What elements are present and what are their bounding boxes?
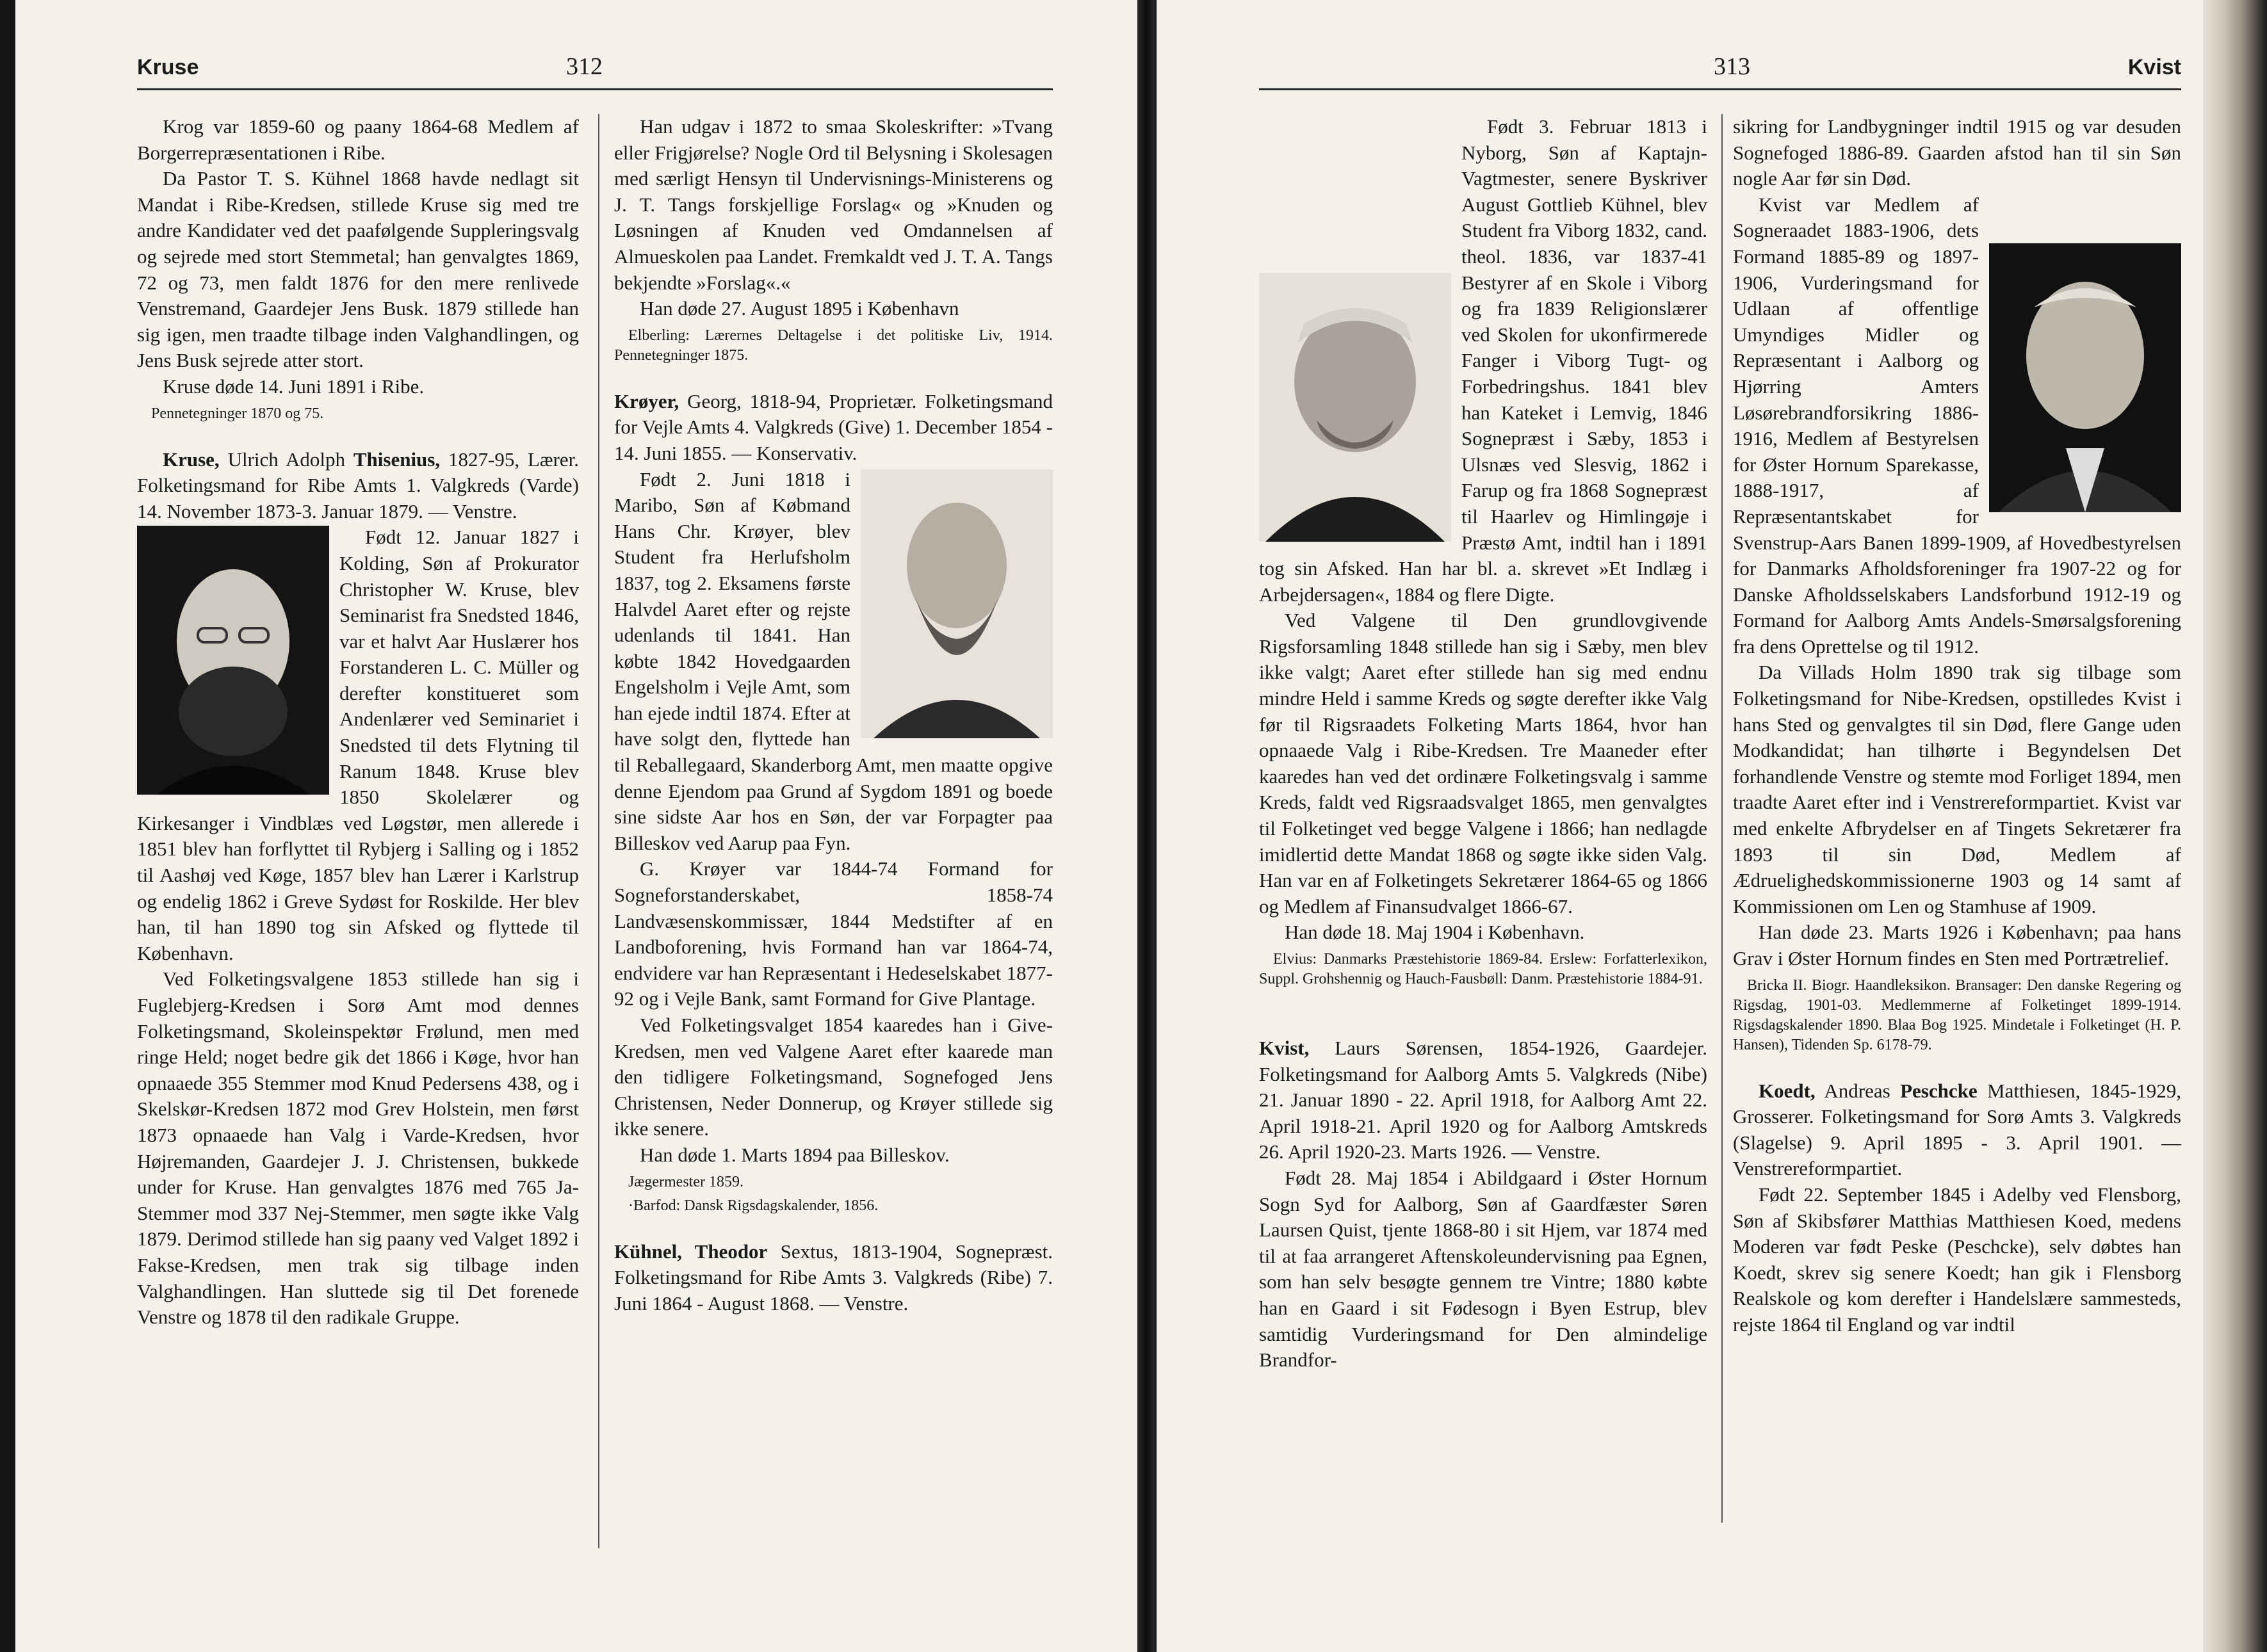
source-note: Bricka II. Biogr. Haandleksikon. Bransager: Den danske Regering og Rigsdag, 1901-03. Medlemmerne af Folketinget 1899-1914. Rigsdagskalender 1890. Blaa Bog 1925. Mindetale i Folketinget (H. P. Hansen), Tidenden Sp. 6178-79.: [1733, 976, 2181, 1053]
paragraph: Han døde 1. Marts 1894 paa Billeskov.: [640, 1143, 950, 1166]
paragraph: G. Krøyer var 1844-74 Formand for Sogneforstanderskabet, 1858-74 Landvæsenskommissær, 1844 Medstifter af en Landboforening, hvis Formand han var 1864-74, endvidere var han Repræsentant i Hedeselskabet 1877-92 og i Vejle Bank, samt Formand for Give Plantage.: [614, 857, 1053, 1010]
paragraph: sikring for Landbygninger indtil 1915 og var desuden Sognefoged 1886-89. Gaarden afstod han til sin Søn nogle Aar før sin Død.: [1733, 115, 2181, 190]
paragraph: Da Pastor T. S. Kühnel 1868 havde nedlagt sit Mandat i Ribe-Kredsen, stillede Kruse sig med tre andre Kandidater ved det paafølgende Suppleringsvalg og sejrede med stort Stemmetal; han genvalgtes 1869, 72 og 73, men faldt 1876 for den mere renlivede Venstremand, Gaardejer Jens Busk. 1879 stillede han sig igen, men traadte tilbage inden Valghandlingen, og Jens Busk sejrede atter stort.: [137, 167, 579, 372]
entry-heading: Krøyer, Georg, 1818-94, Proprietær. Folketingsmand for Vejle Amts 4. Valgkreds (Give) 1. December 1854 - 14. Juni 1855. — Konservativ.: [614, 389, 1053, 464]
paragraph: Født 12. Januar 1827 i Kolding, Søn af Prokurator Christopher W. Kruse, blev Seminarist fra Snedsted 1846, var et halvt Aar Huslærer hos Forstanderen L. C. Müller og derefter konstitueret som Andenlærer ved Seminariet i Snedsted til dets Flytning til Ranum 1848. Kruse blev 1850 Skolelærer og Kirkesanger i Vindblæs ved Løgstør, men allerede i 1851 blev han forflyttet til Rybjerg i Salling og i 1852 til Aashøj ved Køge, 1857 blev han Lærer i Karlstrup og endelig 1862 i Greve Sydøst for Roskilde. Her blev han, til han 1890 tog sin Afsked og flyttede til København.: [137, 526, 579, 964]
paragraph: Ved Valgene til Den grundlovgivende Rigsforsamling 1848 stillede han sig i Sæby, men blev ikke valgt; Aaret efter stillede han sig med endnu mindre Held i samme Kreds og søgte derefter ikke Valg før til Rigsraadets Folketing Marts 1864, hvor han opnaaede Valg i Ribe-Kredsen. Tre Maaneder efter kaaredes han ved det ordinære Folketingsvalg i samme Kreds, faldt ved Rigsraadsvalget 1865, men genvalgtes til Folketinget ved begge Valgene i 1866; han nedlagde imidlertid dette Mandat 1868 og søgte ikke siden Valg. Han var en af Folketingets Sekretærer 1864-65 og 1866 og Medlem af Finansudvalget 1866-67.: [1259, 609, 1707, 918]
entry-heading: Kvist, Laurs Sørensen, 1854-1926, Gaardejer. Folketingsmand for Aalborg Amts 5. Valgkreds (Nibe) 21. Januar 1890 - 22. April 1918, for Aalborg Amt 22. April 1918-21. April 1920 og for Aalborg Amtskreds 26. April 1920-23. Marts 1926. — Venstre.: [1259, 1037, 1708, 1163]
page-edge-shadow: [2203, 0, 2267, 1652]
paragraph: Født 22. September 1845 i Adelby ved Flensborg, Søn af Skibsfører Matthias Matthiesen Koed, medens Moderen var født Peske (Peschcke), selv døbtes han Koedt, skrev sig senere Koedt; han gik i Flensborg Realskole og kom derefter i Handelslære sammesteds, rejste 1864 til England og var indtil: [1733, 1183, 2181, 1336]
entry-name: Koedt,: [1759, 1079, 1816, 1102]
left-column-1: [137, 114, 579, 1331]
column-divider: [1721, 114, 1723, 1523]
entry-name: Kühnel, Theodor: [614, 1240, 768, 1263]
source-note: Elberling: Lærernes Deltagelse i det politiske Liv, 1914. Pennetegninger 1875.: [614, 327, 1053, 364]
paragraph: Han udgav i 1872 to smaa Skoleskrifter: »Tvang eller Frigjørelse? Nogle Ord til Belysning i Skolesagen med særligt Hensyn til Undervisnings-Ministerens og J. T. Tangs forskjellige Forslag« og »Knuden og Løsningen af Knuden ved Omdannelsen af Almueskolen paa Landet. Fremkaldt ved J. T. A. Tangs bekjendte »Forslag«.«: [614, 115, 1053, 294]
source-note: Jægermester 1859.: [628, 1173, 743, 1190]
portrait-kroyer: [861, 469, 1053, 738]
page-number-right: 313: [1714, 53, 1750, 80]
running-head-right: Kvist: [2127, 55, 2181, 79]
entry-heading: Koedt, Andreas Peschcke Matthiesen, 1845-1929, Grosserer. Folketingsmand for Sorø Amts 3. Valgkreds (Slagelse) 9. April 1895 - 3. April 1901. — Venstrereformpartiet.: [1733, 1079, 2182, 1180]
paragraph: Han døde 27. August 1895 i København: [640, 297, 959, 320]
paragraph: Da Villads Holm 1890 trak sig tilbage som Folketingsmand for Nibe-Kredsen, opstilledes Kvist i hans Sted og genvalgtes til sin Død, flere Gange uden Modkandidat; han tilhørte i Begyndelsen Det forhandlende Venstre og stemte mod Forliget 1894, men traadte Aaret efter ind i Venstrereformpartiet. Kvist var med enkelte Afbrydelser en af Tingets Sekretærer fra 1893 til sin Død, Medlem af Ædruelighedskommissionerne 1903 og 14 samt af Kommissionen om Len og Stamhuse af 1909.: [1733, 661, 2181, 918]
portrait-kuhnel: [1259, 273, 1451, 542]
entry-name: Kvist,: [1259, 1037, 1310, 1059]
right-column-2: [1733, 114, 2181, 1338]
paragraph: Han døde 18. Maj 1904 i København.: [1285, 921, 1585, 944]
left-page: [15, 0, 1137, 1652]
left-running-header: [137, 50, 1053, 90]
source-note: ·Barfod: Dansk Rigsdagskalender, 1856.: [628, 1197, 879, 1214]
paragraph: Krog var 1859-60 og paany 1864-68 Medlem af Borgerrepræsentationen i Ribe.: [137, 115, 579, 164]
source-note: Pennetegninger 1870 og 75.: [151, 405, 324, 422]
page-number-left: 312: [566, 53, 603, 80]
paragraph: Kvist var Medlem af Sogneraadet 1883-1906, dets Formand 1885-89 og 1897-1906, Vurderingsmand for Udlaan af offentlige Umyndiges Midler og Repræsentant i Aalborg og Hjørring Amters Løsørebrandforsikring 1886-1916, Medlem af Bestyrelsen for Øster Hornum Sparekasse, 1888-1917, af Repræsentantskabet for Svenstrup-Aars Banen 1899-1909, af Hovedbestyrelsen for Danmarks Afholdsforeninger fra 1907-22 og for Danske Afholdsselskabers Landsforbund 1912-19 og Formand for Aalborg Amts Andels-Smørsalgsforening fra dens Oprettelse og til 1912.: [1733, 193, 2181, 658]
portrait-kruse: [137, 526, 329, 795]
paragraph: Ved Folketingsvalget 1854 kaaredes han i Give-Kredsen, men ved Valgene Aaret efter kaarede man den tidligere Folketingsmand, Sognefoged Jens Christensen, Neder Donnerup, og Krøyer stillede sig ikke senere.: [614, 1014, 1053, 1140]
paragraph: Født 3. Februar 1813 i Nyborg, Søn af Kaptajn-Vagtmester, senere Byskriver August Gottlieb Kühnel, blev Student fra Viborg 1832, cand. theol. 1836, var 1837-41 Bestyrer af en Skole i Viborg og fra 1839 Religionslærer ved Skolen for ukonfirmerede Fanger i Viborg Tugt- og Forbedringshus. 1841 blev han Kateket i Lemvig, 1846 Sognepræst i Sæby, 1853 i Ulsnæs ved Slesvig, 1862 i Farup og fra 1868 Sognepræst til Haarlev og Himlingøje i Præstø Amt, indtil han i 1891 tog sin Afsked. Han har bl. a. skrevet »Et Indlæg i Arbejdersagen«, 1884 og flere Digte.: [1259, 115, 1707, 606]
entry-name: Krøyer,: [614, 389, 679, 412]
right-running-header: [1259, 50, 2181, 90]
right-column-1: [1259, 114, 1707, 1373]
source-note: Elvius: Danmarks Præstehistorie 1869-84. Erslew: Forfatterlexikon, Suppl. Grohshennig og Hauch-Fausbøll: Danm. Præstehistorie 1884-91.: [1259, 951, 1707, 987]
running-head-left: Kruse: [137, 55, 199, 79]
portrait-kvist: [1989, 243, 2181, 512]
right-page: [1157, 0, 2245, 1652]
paragraph: Født 2. Juni 1818 i Maribo, Søn af Købmand Hans Chr. Krøyer, blev Student fra Herlufsholm 1837, tog 2. Eksamens første Halvdel Aaret efter og rejste udenlands til 1841. Han købte 1842 Hovedgaarden Engelsholm i Vejle Amt, som han ejede indtil 1874. Efter at have solgt den, flyttede han til Reballegaard, Skanderborg Amt, men maatte opgive denne Ejendom paa Grund af Sygdom 1891 og boede sine sidste Aar hos en Søn, der var Forpagter paa Billeskov ved Aarup paa Fyn.: [614, 467, 1053, 854]
column-divider: [598, 114, 599, 1548]
entry-heading: Kühnel, Theodor Sextus, 1813-1904, Sognepræst. Folketingsmand for Ribe Amts 3. Valgkreds (Ribe) 7. Juni 1864 - August 1868. — Venstre.: [614, 1240, 1053, 1315]
book-gutter: [1137, 0, 1155, 1652]
paragraph: Kruse døde 14. Juni 1891 i Ribe.: [163, 375, 425, 398]
paragraph: Født 28. Maj 1854 i Abildgaard i Øster Hornum Sogn Syd for Aalborg, Søn af Gaardfæster Søren Laursen Quist, tjente 1868-80 i sit Hjem, var 1874 med til at faa arrangeret Aftenskoleundervisning paa Egnen, som han selv besøgte gennem tre Vintre; 1880 købte han en Gaard i sit Fødesogn i Byen Estrup, blev samtidig Vurderingsmand for Den almindelige Brandfor-: [1259, 1166, 1707, 1372]
left-column-2: [614, 114, 1053, 1316]
paragraph: Ved Folketingsvalgene 1853 stillede han sig i Fuglebjerg-Kredsen i Sorø Amt mod dennes Folketingsmand, Skoleinspektør Frølund, men med ringe Held; noget bedre gik det 1866 i Køge, hvor han opnaaede 355 Stemmer mod Knud Pedersens 438, og i Skelskør-Kredsen 1872 mod Grev Holstein, men først 1873 opnaaede han Valg i Varde-Kredsen, hvor Højremanden, Gaardejer J. J. Christensen, bukkede under for Kruse. Han genvalgtes 1876 med 765 Ja-Stemmer mod 337 Nej-Stemmer, men søgte ikke Valg 1879. Derimod stillede han sig paany ved Valget 1892 i Fakse-Kredsen, men trak sig tilbage inden Valghandlingen. Han sluttede sig til Det forenede Venstre og 1878 til den radikale Gruppe.: [137, 968, 579, 1329]
entry-name: Kruse,: [163, 448, 220, 471]
paragraph: Han døde 23. Marts 1926 i København; paa hans Grav i Øster Hornum findes en Sten med Portrætrelief.: [1733, 921, 2181, 969]
entry-heading: Kruse, Ulrich Adolph Thisenius, 1827-95, Lærer. Folketingsmand for Ribe Amts 1. Valgkreds (Varde) 14. November 1873-3. Januar 1879. — Venstre.: [137, 448, 580, 522]
